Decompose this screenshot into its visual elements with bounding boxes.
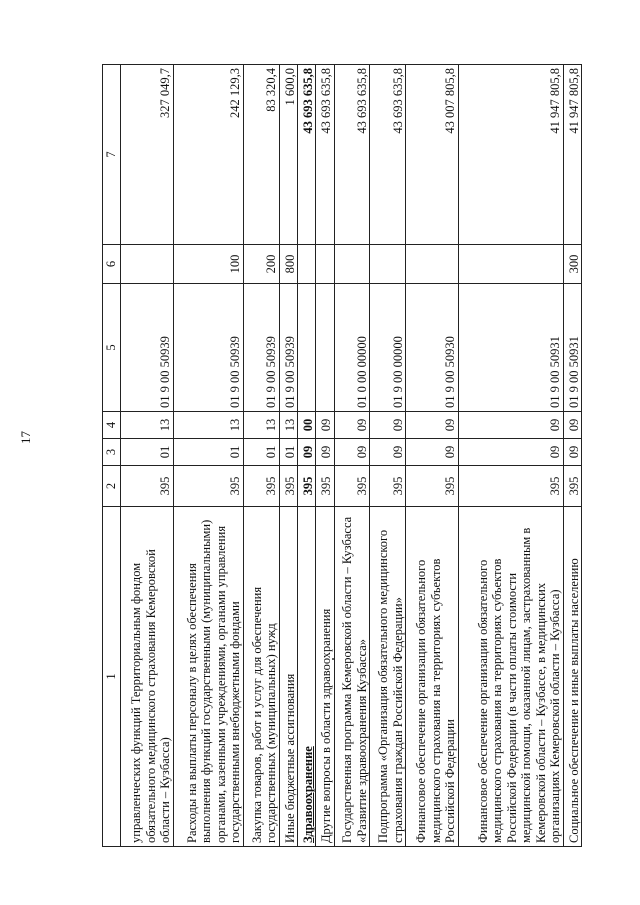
section-code: 09 — [370, 439, 406, 466]
col-header-7: 7 — [103, 65, 121, 245]
expense-type-code: 100 — [173, 245, 243, 284]
expense-type-code — [334, 245, 370, 284]
section-code: 01 — [121, 439, 174, 466]
budget-table — [102, 64, 582, 847]
admin-code: 395 — [334, 466, 370, 507]
header-row — [103, 65, 121, 847]
page-number: 17 — [18, 431, 33, 444]
expense-type-code: 800 — [279, 245, 297, 284]
target-article-code: 01 9 00 50931 — [458, 284, 563, 412]
admin-code: 395 — [298, 466, 316, 507]
table-row — [458, 65, 563, 847]
amount: 41 947 805,8 — [563, 65, 582, 245]
admin-code: 395 — [370, 466, 406, 507]
row-name: Государственная программа Кемеровской области – Кузбасса «Развитие здравоохранения Кузбасса» — [334, 507, 370, 847]
section-code: 09 — [316, 439, 334, 466]
admin-code: 395 — [316, 466, 334, 507]
section-code: 09 — [334, 439, 370, 466]
subsection-code: 09 — [458, 412, 563, 439]
amount: 43 693 635,8 — [298, 65, 316, 245]
subsection-code: 09 — [406, 412, 459, 439]
target-article-code — [316, 284, 334, 412]
subsection-code: 13 — [243, 412, 279, 439]
row-name: Финансовое обеспечение организации обязательного медицинского страхования на территориях субъектов Российской Федерации — [406, 507, 459, 847]
target-article-code — [298, 284, 316, 412]
admin-code: 395 — [279, 466, 297, 507]
amount: 43 693 635,8 — [334, 65, 370, 245]
target-article-code: 01 9 00 50930 — [406, 284, 459, 412]
rotated-document — [102, 65, 582, 847]
amount: 43 693 635,8 — [370, 65, 406, 245]
amount: 242 129,3 — [173, 65, 243, 245]
table-row — [279, 65, 297, 847]
amount: 41 947 805,8 — [458, 65, 563, 245]
target-article-code: 01 0 00 00000 — [334, 284, 370, 412]
amount: 327 049,7 — [121, 65, 174, 245]
section-code: 09 — [458, 439, 563, 466]
table-row — [173, 65, 243, 847]
row-name: Закупка товаров, работ и услуг для обеспечения государственных (муниципальных) нужд — [243, 507, 279, 847]
table-row — [243, 65, 279, 847]
row-name: Социальное обеспечение и иные выплаты населению — [563, 507, 582, 847]
amount: 1 600,0 — [279, 65, 297, 245]
admin-code: 395 — [243, 466, 279, 507]
col-header-3: 3 — [103, 439, 121, 466]
row-name: Расходы на выплаты персоналу в целях обеспечения выполнения функций государственными (муниципальными) органами, казенными учреждениями, органами управления государственными внебюджетными фондами — [173, 507, 243, 847]
section-row — [298, 65, 316, 847]
row-name: Здравоохранение — [298, 507, 316, 847]
subsection-code: 09 — [316, 412, 334, 439]
section-code: 09 — [298, 439, 316, 466]
table-row — [334, 65, 370, 847]
row-name: управленческих функций Территориальным фондом обязательного медицинского страхования Кемеровской области – Кузбасса) — [121, 507, 174, 847]
target-article-code: 01 9 00 00000 — [370, 284, 406, 412]
target-article-code: 01 9 00 50939 — [121, 284, 174, 412]
amount: 83 320,4 — [243, 65, 279, 245]
section-code: 01 — [279, 439, 297, 466]
admin-code: 395 — [458, 466, 563, 507]
col-header-4: 4 — [103, 412, 121, 439]
amount: 43 007 805,8 — [406, 65, 459, 245]
admin-code: 395 — [121, 466, 174, 507]
expense-type-code — [298, 245, 316, 284]
subsection-code: 09 — [563, 412, 582, 439]
section-code: 09 — [406, 439, 459, 466]
row-name: Другие вопросы в области здравоохранения — [316, 507, 334, 847]
table-row — [563, 65, 582, 847]
subsection-code: 00 — [298, 412, 316, 439]
expense-type-code — [370, 245, 406, 284]
subsection-code: 13 — [121, 412, 174, 439]
target-article-code: 01 9 00 50931 — [563, 284, 582, 412]
expense-type-code — [316, 245, 334, 284]
admin-code: 395 — [563, 466, 582, 507]
col-header-1: 1 — [103, 507, 121, 847]
subsection-code: 09 — [370, 412, 406, 439]
section-code: 09 — [563, 439, 582, 466]
expense-type-code — [458, 245, 563, 284]
amount: 43 693 635,8 — [316, 65, 334, 245]
subsection-code: 09 — [334, 412, 370, 439]
target-article-code: 01 9 00 50939 — [243, 284, 279, 412]
target-article-code: 01 9 00 50939 — [173, 284, 243, 412]
row-name: Иные бюджетные ассигнования — [279, 507, 297, 847]
section-code: 01 — [173, 439, 243, 466]
row-name: Подпрограмма «Организация обязательного медицинского страхования граждан Российской Федерации» — [370, 507, 406, 847]
admin-code: 395 — [406, 466, 459, 507]
expense-type-code — [406, 245, 459, 284]
admin-code: 395 — [173, 466, 243, 507]
col-header-6: 6 — [103, 245, 121, 284]
table-row — [370, 65, 406, 847]
expense-type-code: 300 — [563, 245, 582, 284]
table-row — [406, 65, 459, 847]
table-row — [316, 65, 334, 847]
row-name: Финансовое обеспечение организации обязательного медицинского страхования на территориях субъектов Российской Федерации (в части оплаты стоимости медицинской помощи, оказанной лицам, застрахованным в Кемеровской области – Кузбассе, в медицинских организациях Кемеровской области – Кузбасса) — [458, 507, 563, 847]
section-code: 01 — [243, 439, 279, 466]
subsection-code: 13 — [279, 412, 297, 439]
col-header-5: 5 — [103, 284, 121, 412]
expense-type-code — [121, 245, 174, 284]
col-header-2: 2 — [103, 466, 121, 507]
expense-type-code: 200 — [243, 245, 279, 284]
subsection-code: 13 — [173, 412, 243, 439]
target-article-code: 01 9 00 50939 — [279, 284, 297, 412]
table-row — [121, 65, 174, 847]
